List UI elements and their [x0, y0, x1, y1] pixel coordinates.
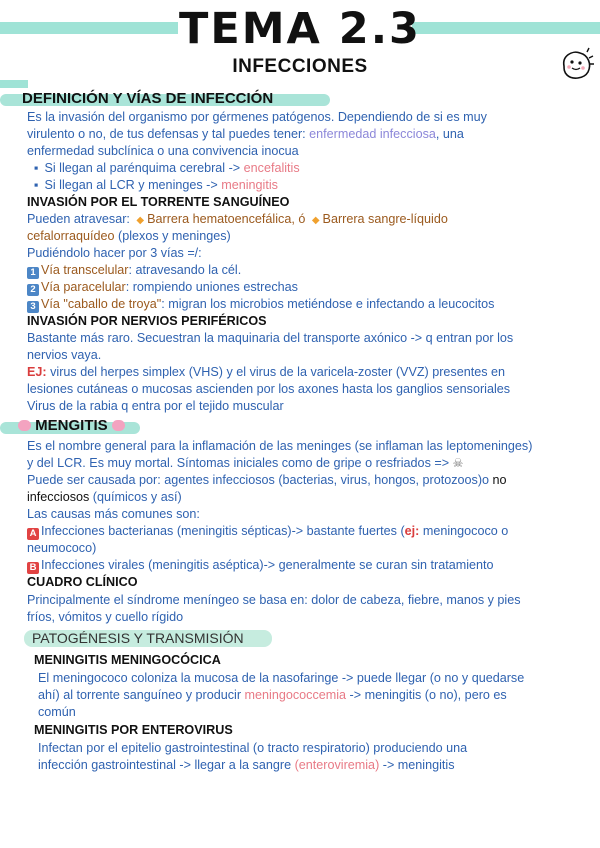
- via-transcelular: Vía transcelular: [41, 263, 129, 277]
- letter-badge-a: A: [27, 528, 39, 540]
- via-2: [27, 279, 298, 296]
- number-badge-1: 1: [27, 267, 39, 279]
- bullet-icon: ▪: [34, 178, 39, 192]
- cefalorraquideo: cefalorraquídeo: [27, 229, 115, 243]
- def-paragraph-line2: [27, 126, 464, 143]
- diamond-bullet-icon: ◆: [311, 215, 320, 226]
- ejemplo-line3: Virus de la rabia q entra por el tejido muscular: [27, 399, 284, 413]
- text: Infecciones bacterianas (meningitis sépticas)-> bastante fuertes (: [41, 524, 405, 538]
- def-paragraph-line3: [27, 143, 299, 160]
- men-line4: [27, 489, 182, 506]
- def-paragraph-line1: [27, 109, 487, 126]
- text: (plexos y meninges): [114, 229, 231, 243]
- text: -> meningitis (o no), pero es: [346, 688, 507, 702]
- page-title: TEMA 2.3: [179, 4, 421, 54]
- highlight-enfermedad-infecciosa: enfermedad infecciosa: [309, 127, 436, 141]
- page-subtitle: INFECCIONES: [232, 56, 368, 77]
- highlight-meningitis: meningitis: [221, 178, 278, 192]
- nervios-line2: nervios vaya.: [27, 348, 102, 362]
- text: infección gastrointestinal -> llegar a la sangre: [38, 758, 295, 772]
- heading-text: MENGITIS: [35, 417, 108, 434]
- text: : migran los microbios metiéndose e infectando a leucocitos: [161, 297, 495, 311]
- number-badge-3: 3: [27, 301, 39, 313]
- meningococica-line1: El meningococo coloniza la mucosa de la nasofaringe -> puede llegar (o no y quedarse: [38, 671, 525, 685]
- subheading-enterovirus: MENINGITIS POR ENTEROVIRUS: [34, 723, 233, 737]
- text: : atravesando la cél.: [128, 263, 242, 277]
- highlight-enteroviremia: (enteroviremia): [294, 758, 380, 772]
- subheading-meningococica: MENINGITIS MENINGOCÓCICA: [34, 653, 221, 667]
- no-word: no: [492, 473, 507, 487]
- ejemplo-line2: lesiones cutáneas o mucosas ascienden por los axones hasta los ganglios sensoriales: [27, 382, 511, 396]
- infecciosos-word: infecciosos: [27, 490, 90, 504]
- highlight-encefalitis: encefalitis: [243, 161, 300, 175]
- causa-a-line1: [27, 523, 508, 540]
- causa-a-line2: neumococo): [27, 541, 97, 555]
- ej-label: EJ:: [27, 365, 47, 379]
- barrera-sangre-liquido: Barrera sangre-líquido: [322, 212, 448, 226]
- skull-icon: ☠: [452, 456, 464, 470]
- vias-intro: Pudiéndolo hacer por 3 vías =/:: [27, 246, 202, 260]
- header-stripe-bottom-left: [0, 80, 28, 88]
- causa-b-line: [27, 557, 494, 574]
- text: y del LCR. Es muy mortal. Síntomas iniciales como de gripe o resfriados =>: [27, 456, 453, 470]
- text: -> meningitis: [379, 758, 455, 772]
- text: : rompiendo uniones estrechas: [125, 280, 298, 294]
- letter-badge-b: B: [27, 562, 39, 574]
- diamond-bullet-icon: ◆: [136, 215, 145, 226]
- enterovirus-line1: Infectan por el epitelio gastrointestinal (o tracto respiratorio) produciendo una: [38, 741, 468, 755]
- text: Si llegan al parénquima cerebral ->: [44, 161, 244, 175]
- brain-icon: [112, 420, 125, 431]
- cartoon-virus-icon: [556, 44, 596, 84]
- meningococica-line2: [38, 687, 507, 704]
- nervios-line1: Bastante más raro. Secuestran la maquinaria del transporte axónico -> q entran por los: [27, 331, 514, 345]
- text: Infecciones virales (meningitis aséptica)-> generalmente se curan sin tratamiento: [41, 558, 494, 572]
- number-badge-2: 2: [27, 284, 39, 296]
- text: Puede ser causada por: agentes infecciosos (bacterias, virus, hongos, protozoos)o: [27, 473, 493, 487]
- bullet-encefalitis: [34, 160, 300, 177]
- bullet-icon: ▪: [34, 161, 39, 175]
- meningococica-line3: común: [38, 705, 76, 719]
- atravesar-line2: [27, 228, 231, 245]
- brain-icon: [18, 420, 31, 431]
- text: (químicos y así): [89, 490, 182, 504]
- via-1: [27, 262, 241, 279]
- ejemplo-line1: [27, 364, 505, 381]
- text: meningococo o: [419, 524, 509, 538]
- text: Es la invasión del organismo por gérmenes patógenos. Dependiendo de si es muy: [27, 110, 487, 124]
- barrera-hematoencefalica: Barrera hematoencefálica, ó: [147, 212, 306, 226]
- text: Si llegan al LCR y meninges ->: [44, 178, 222, 192]
- text: virus del herpes simplex (VHS) y el virus de la varicela-zoster (VVZ) presentes en: [46, 365, 506, 379]
- men-line1: Es el nombre general para la inflamación de las meninges (se inflaman las leptomeninges): [27, 439, 533, 453]
- men-line2: [27, 455, 463, 472]
- subheading-torrente: INVASIÓN POR EL TORRENTE SANGUÍNEO: [27, 195, 290, 209]
- clinico-line2: fríos, vómitos y cuello rígido: [27, 610, 184, 624]
- subheading-cuadro-clinico: CUADRO CLÍNICO: [27, 575, 138, 589]
- text: , una: [435, 127, 464, 141]
- bullet-meningitis: [34, 177, 278, 194]
- men-line5: Las causas más comunes son:: [27, 507, 200, 521]
- via-3: [27, 296, 494, 313]
- clinico-line1: Principalmente el síndrome meníngeo se basa en: dolor de cabeza, fiebre, manos y pies: [27, 593, 521, 607]
- text: enfermedad subclínica o una convivencia inocua: [27, 144, 299, 158]
- men-line3: [27, 472, 507, 489]
- section-heading-patogenesis: PATOGÉNESIS Y TRANSMISIÓN: [32, 630, 244, 646]
- atravesar-line: [27, 211, 448, 229]
- highlight-meningococcemia: meningococcemia: [244, 688, 347, 702]
- section-heading-definicion: DEFINICIÓN Y VÍAS DE INFECCIÓN: [22, 90, 274, 107]
- enterovirus-line2: [38, 757, 455, 774]
- section-heading-mengitis: [18, 417, 125, 434]
- text: ahí) al torrente sanguíneo y producir: [38, 688, 245, 702]
- subheading-nervios: INVASIÓN POR NERVIOS PERIFÉRICOS: [27, 314, 267, 328]
- ej-label: ej:: [404, 524, 420, 538]
- text: Pueden atravesar:: [27, 212, 130, 226]
- via-paracelular: Vía paracelular: [41, 280, 126, 294]
- text: virulento o no, de tus defensas y tal puedes tener:: [27, 127, 310, 141]
- via-caballo-de-troya: Vía "caballo de troya": [41, 297, 162, 311]
